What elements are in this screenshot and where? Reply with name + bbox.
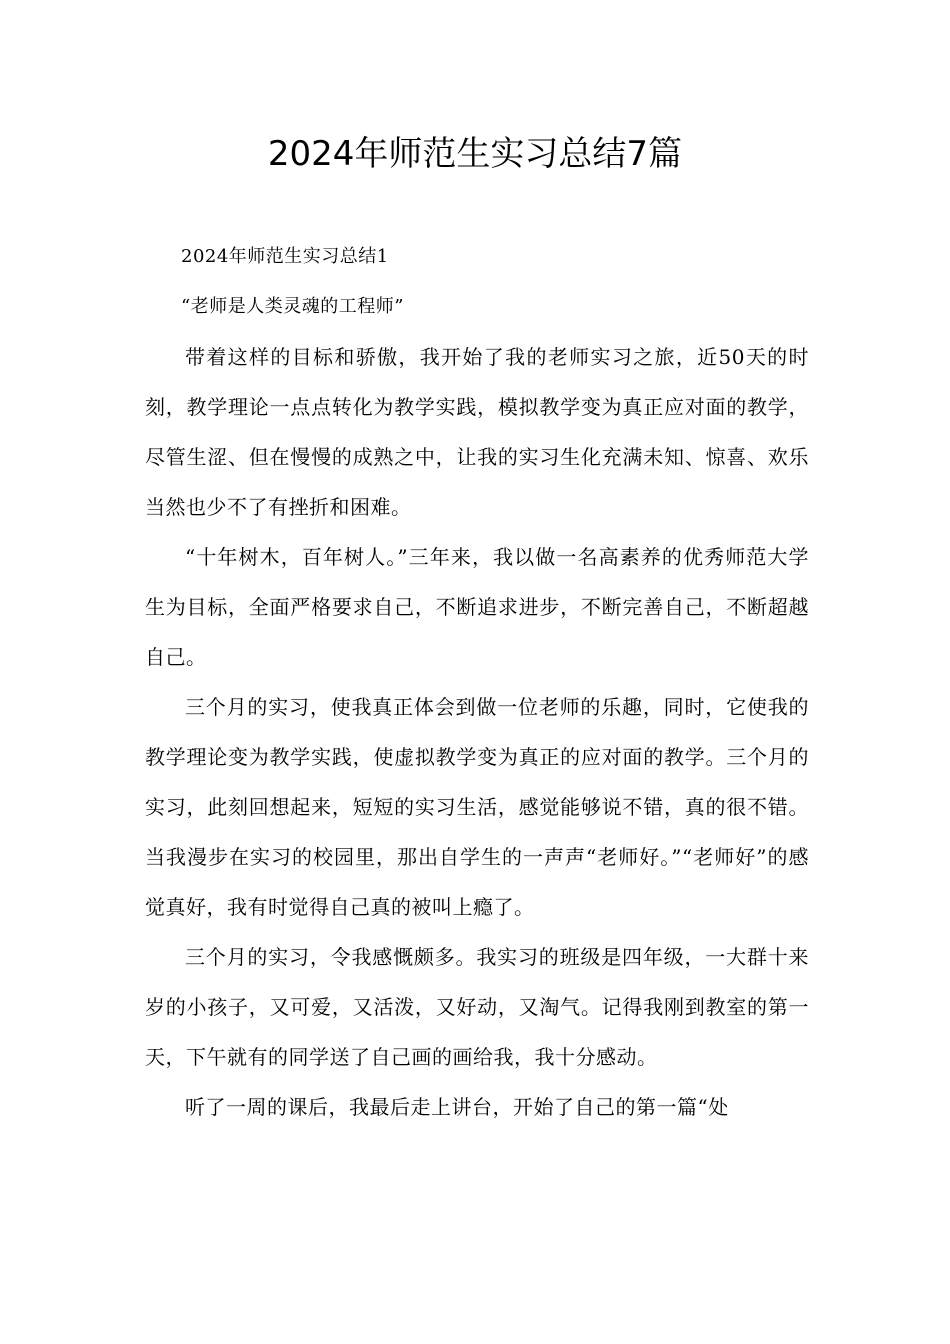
body-paragraph: 听了一周的课后，我最后走上讲台，开始了自己的第一篇“处 [185,1095,729,1119]
document-title: 2024年师范生实习总结7篇 [267,134,683,174]
section-heading: 2024年师范生实习总结1 [181,246,389,267]
quote-paragraph: “老师是人类灵魂的工程师” [181,296,404,317]
body-paragraph: 三个月的实习，令我感慨颇多。我实习的班级是四年级，一大群十来岁的小孩子，又可爱，又活泼，又好动，又淘气。记得我刚到教室的第一天，下午就有的同学送了自己画的画给我，我十分感动。 [145,945,809,1069]
body-paragraph: 带着这样的目标和骄傲，我开始了我的老师实习之旅，近50天的时刻，教学理论一点点转化为教学实践，模拟教学变为真正应对面的教学，尽管生涩、但在慢慢的成熟之中，让我的实习生化充满未知、惊喜、欢乐当然也少不了有挫折和困难。 [145,345,809,519]
document-body [145,232,809,1132]
body-paragraph: 三个月的实习，使我真正体会到做一位老师的乐趣，同时，它使我的教学理论变为教学实践，使虚拟教学变为真正的应对面的教学。三个月的实习，此刻回想起来，短短的实习生活，感觉能够说不错，真的很不错。当我漫步在实习的校园里，那出自学生的一声声“老师好。”“老师好”的感觉真好，我有时觉得自己真的被叫上瘾了。 [145,695,809,919]
body-paragraph: “十年树木，百年树人。”三年来，我以做一名高素养的优秀师范大学生为目标，全面严格要求自己，不断追求进步，不断完善自己，不断超越自己。 [145,545,809,669]
